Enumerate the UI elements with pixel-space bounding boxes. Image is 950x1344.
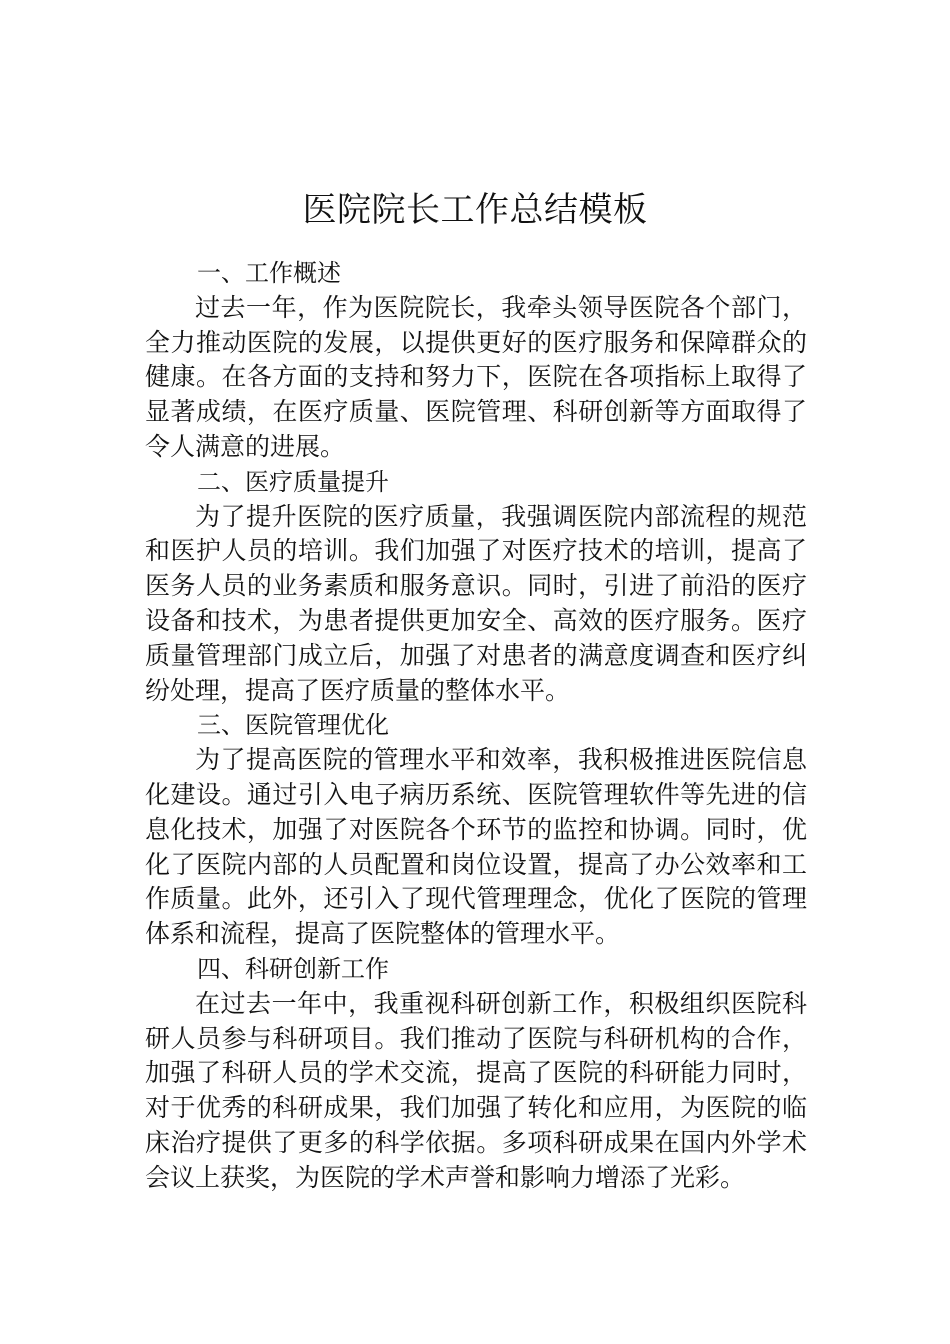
section-heading: 四、科研创新工作 [197,954,389,983]
section-work-overview [145,256,807,465]
section-medical-quality [145,465,807,709]
page-title: 医院院长工作总结模板 [302,189,648,230]
section-research-innovation [145,952,807,1196]
document-body [145,256,807,1196]
section-paragraph: 为了提高医院的管理水平和效率，我积极推进医院信息化建设。通过引入电子病历系统、医院管理软件等先进的信息化技术，加强了对医院各个环节的监控和协调。同时，优化了医院内部的人员配置和岗位设置，提高了办公效率和工作质量。此外，还引入了现代管理理念，优化了医院的管理体系和流程，提高了医院整体的管理水平。 [145,745,807,949]
section-paragraph: 为了提升医院的医疗质量，我强调医院内部流程的规范和医护人员的培训。我们加强了对医疗技术的培训，提高了医务人员的业务素质和服务意识。同时，引进了前沿的医疗设备和技术，为患者提供更加安全、高效的医疗服务。医疗质量管理部门成立后，加强了对患者的满意度调查和医疗纠纷处理，提高了医疗质量的整体水平。 [145,501,807,705]
section-paragraph: 在过去一年中，我重视科研创新工作，积极组织医院科研人员参与科研项目。我们推动了医院与科研机构的合作，加强了科研人员的学术交流，提高了医院的科研能力同时，对于优秀的科研成果，我们加强了转化和应用，为医院的临床治疗提供了更多的科学依据。多项科研成果在国内外学术会议上获奖，为医院的学术声誉和影响力增添了光彩。 [145,988,807,1192]
section-heading: 二、医疗质量提升 [197,467,389,496]
section-heading: 三、医院管理优化 [197,711,389,740]
section-paragraph: 过去一年，作为医院院长，我牵头领导医院各个部门，全力推动医院的发展，以提供更好的医疗服务和保障群众的健康。在各方面的支持和努力下，医院在各项指标上取得了显著成绩，在医疗质量、医院管理、科研创新等方面取得了令人满意的进展。 [145,292,807,461]
section-heading: 一、工作概述 [197,259,341,287]
section-management-optimization [145,708,807,952]
